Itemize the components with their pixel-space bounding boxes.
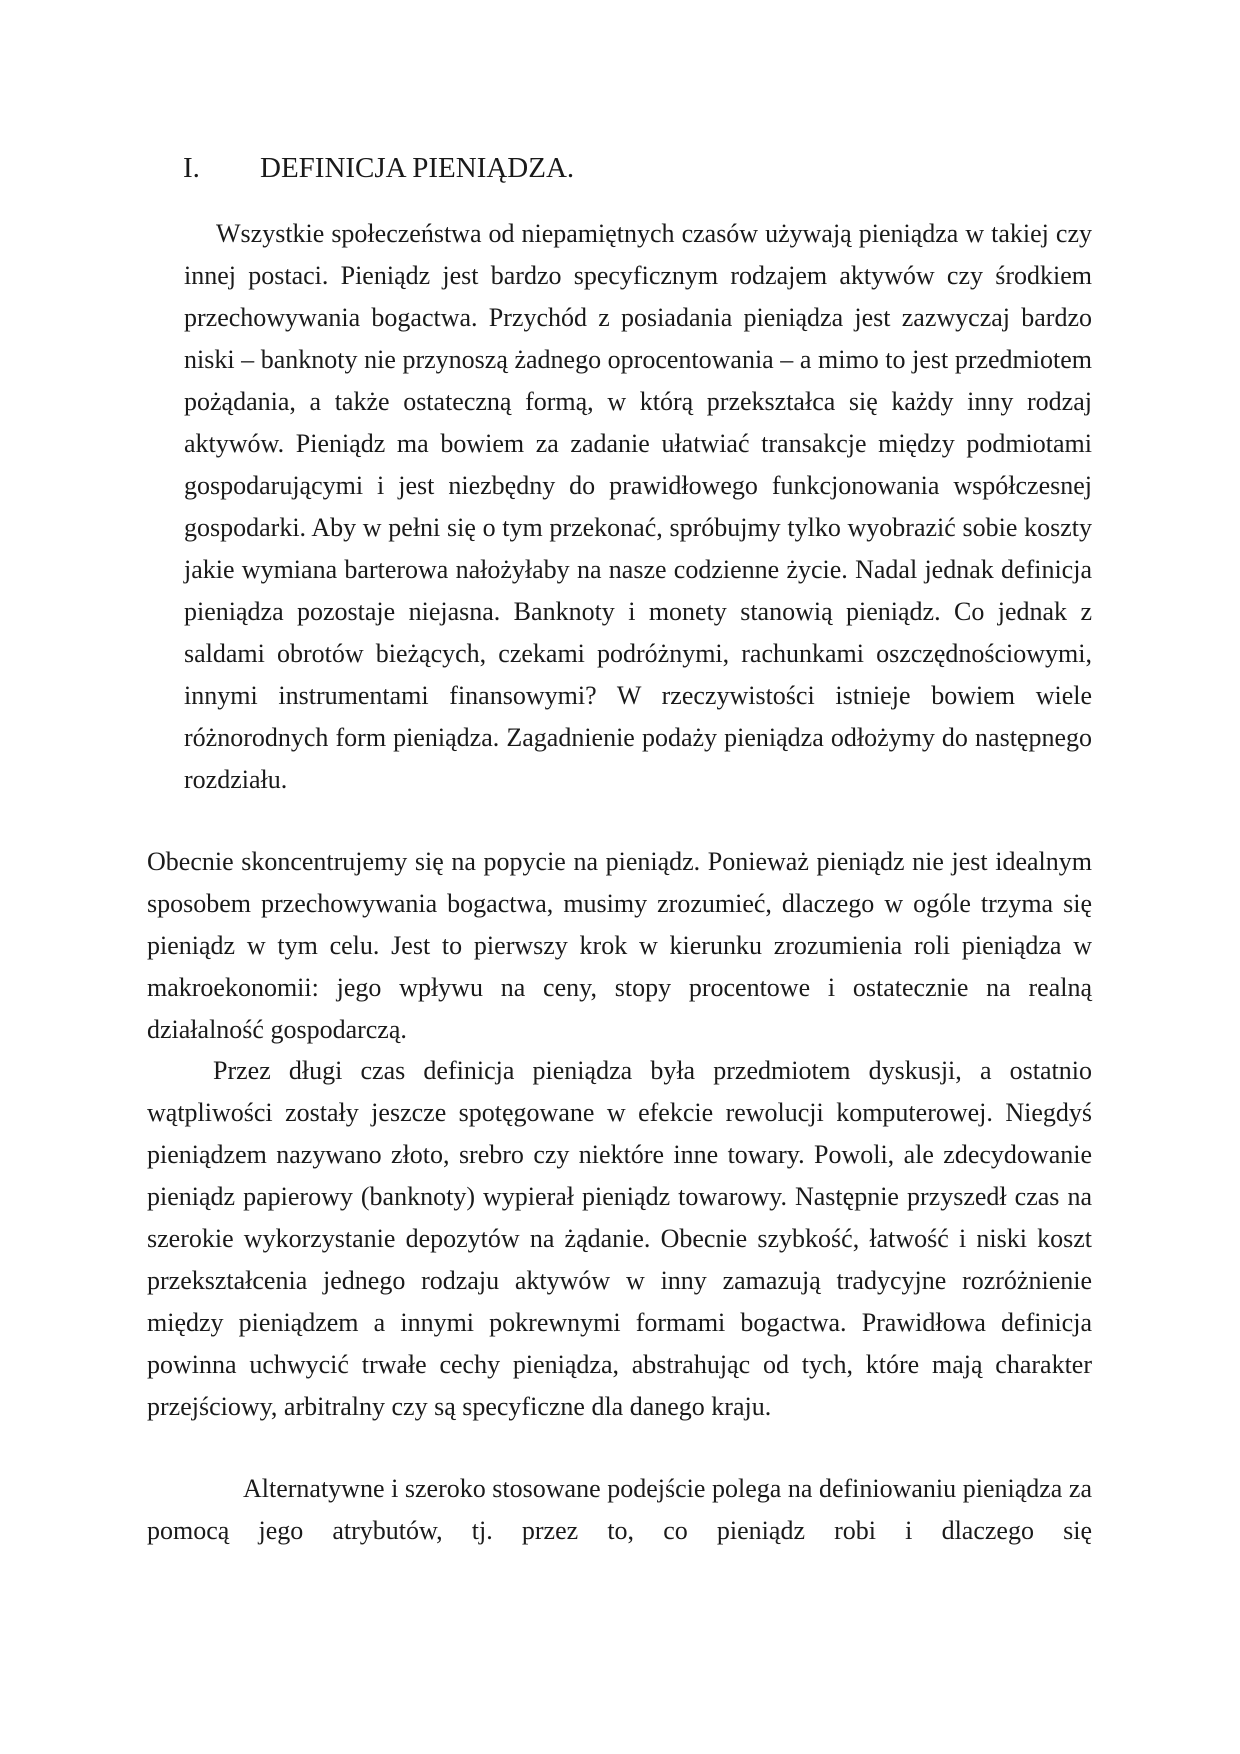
chapter-heading [183, 148, 574, 188]
body-paragraph-4: Alternatywne i szeroko stosowane podejście polega na definiowaniu pieniądza za pomocą jego atrybutów, tj. przez to, co pieniądz robi i dlaczego się [147, 1474, 1092, 1545]
body-paragraph-2: Obecnie skoncentrujemy się na popycie na pieniądz. Ponieważ pieniądz nie jest idealnym sposobem przechowywania bogactwa, musimy zrozumieć, dlaczego w ogóle trzyma się pieniądz w tym celu. Jest to pierwszy krok w kierunku zrozumienia roli pieniądza w makroekonomii: jego wpływu na ceny, stopy procentowe i ostatecznie na realną działalność gospodarczą. [147, 847, 1092, 1044]
body-paragraph-3: Przez długi czas definicja pieniądza była przedmiotem dyskusji, a ostatnio wątpliwości zostały jeszcze spotęgowane w efekcie rewolucji komputerowej. Niegdyś pieniądzem nazywano złoto, srebro czy niektóre inne towary. Powoli, ale zdecydowanie pieniądz papierowy (banknoty) wypierał pieniądz towarowy. Następnie przyszedł czas na szerokie wykorzystanie depozytów na żądanie. Obecnie szybkość, łatwość i niski koszt przekształcenia jednego rodzaju aktywów w inny zamazują tradycyjne rozróżnienie między pieniądzem a innymi pokrewnymi formami bogactwa. Prawidłowa definicja powinna uchwycić trwałe cechy pieniądza, abstrahując od tych, które mają charakter przejściowy, arbitralny czy są specyficzne dla danego kraju. [147, 1056, 1092, 1421]
chapter-number: I. [183, 152, 200, 184]
body-paragraph-1: Wszystkie społeczeństwa od niepamiętnych czasów używają pieniądza w takiej czy innej postaci. Pieniądz jest bardzo specyficznym rodzajem aktywów czy środkiem przechowywania bogactwa. Przychód z posiadania pieniądza jest zazwyczaj bardzo niski – banknoty nie przynoszą żadnego oprocentowania – a mimo to jest przedmiotem pożądania, a także ostateczną formą, w którą przekształca się każdy inny rodzaj aktywów. Pieniądz ma bowiem za zadanie ułatwiać transakcje między podmiotami gospodarującymi i jest niezbędny do prawidłowego funkcjonowania współczesnej gospodarki. Aby w pełni się o tym przekonać, spróbujmy tylko wyobrazić sobie koszty jakie wymiana barterowa nałożyłaby na nasze codzienne życie. Nadal jednak definicja pieniądza pozostaje niejasna. Banknoty i monety stanowią pieniądz. Co jednak z saldami obrotów bieżących, czekami podróżnymi, rachunkami oszczędnościowymi, innymi instrumentami finansowymi? W rzeczywistości istnieje bowiem wiele różnorodnych form pieniądza. Zagadnienie podaży pieniądza odłożymy do następnego rozdziału. [184, 219, 1092, 794]
chapter-title: DEFINICJA PIENIĄDZA. [260, 152, 575, 184]
